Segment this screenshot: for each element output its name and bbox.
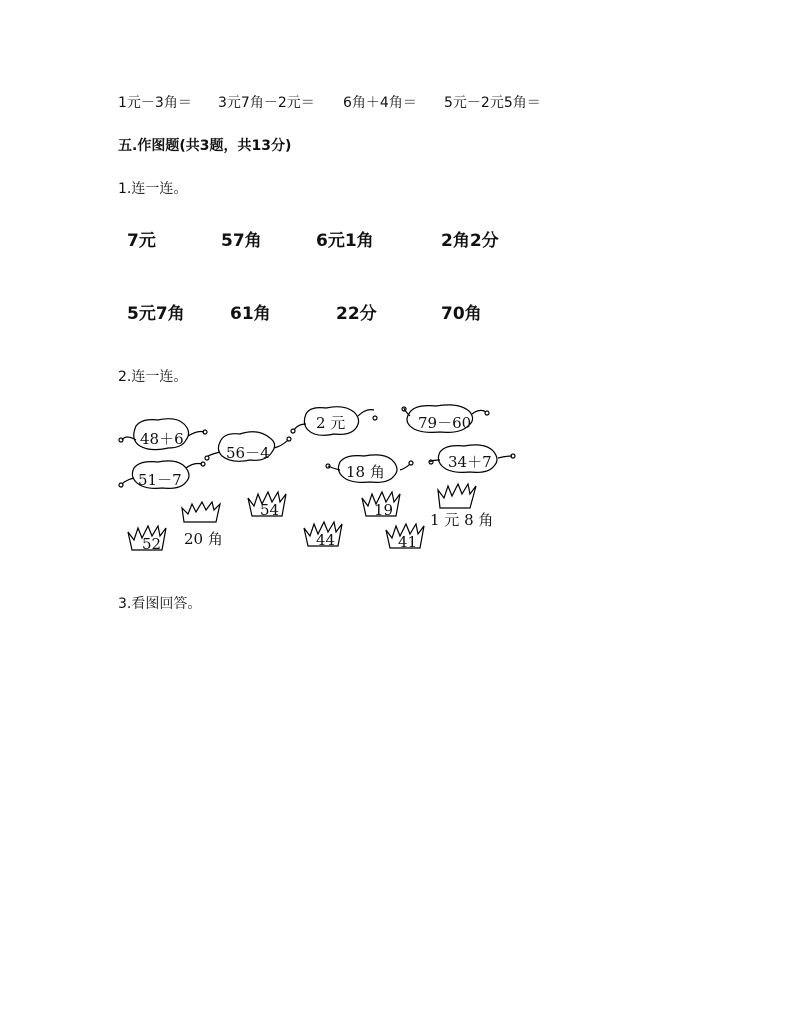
basket-shape xyxy=(182,502,220,522)
question-1: 1.连一连。 xyxy=(118,181,188,197)
leaf-label-2-yuan: 2 元 xyxy=(316,414,346,432)
leaf-label-51-7: 51－7 xyxy=(138,471,182,489)
leaf-label-48-6: 48＋6 xyxy=(140,430,184,448)
calc-item-4: 5元－2元5角＝ xyxy=(444,95,541,111)
match1-bottom-4: 70角 xyxy=(441,304,482,324)
basket-label-54: 54 xyxy=(260,501,280,519)
calc-item-3: 6角＋4角＝ xyxy=(343,95,417,111)
basket-caption-1-yuan-8-jiao: 1 元 8 角 xyxy=(430,511,494,529)
question-3: 3.看图回答。 xyxy=(118,596,202,612)
leaf-label-56-4: 56－4 xyxy=(226,444,270,462)
match1-bottom-1: 5元7角 xyxy=(127,304,185,324)
leaf-label-34-7: 34＋7 xyxy=(448,453,492,471)
basket-caption-20-jiao: 20 角 xyxy=(184,530,223,548)
basket-label-52: 52 xyxy=(142,535,162,553)
section-heading: 五.作图题(共3题，共13分) xyxy=(118,138,292,154)
basket-shape xyxy=(438,484,476,508)
basket-label-41: 41 xyxy=(398,533,418,551)
match1-top-4: 2角2分 xyxy=(441,231,499,251)
match1-top-1: 7元 xyxy=(127,231,156,251)
question-2: 2.连一连。 xyxy=(118,369,188,385)
calc-item-2: 3元7角－2元＝ xyxy=(218,95,315,111)
basket-label-44: 44 xyxy=(316,531,336,549)
leaf-label-79-60: 79－60 xyxy=(418,414,472,432)
leaf-label-18-jiao: 18 角 xyxy=(346,463,385,481)
match1-bottom-3: 22分 xyxy=(336,304,377,324)
match1-top-3: 6元1角 xyxy=(316,231,374,251)
calc-item-1: 1元－3角＝ xyxy=(118,95,192,111)
match1-top-2: 57角 xyxy=(221,231,262,251)
basket-label-19: 19 xyxy=(374,501,394,519)
match1-bottom-2: 61角 xyxy=(230,304,271,324)
